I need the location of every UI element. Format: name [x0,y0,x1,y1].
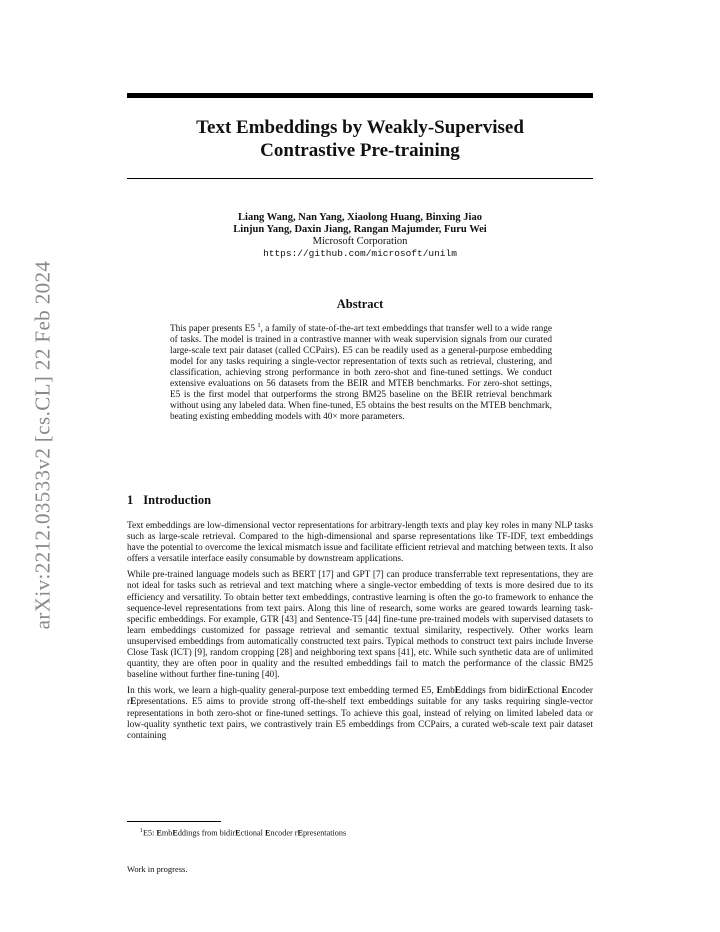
section-heading-introduction [127,493,211,508]
section-title: Introduction [143,493,212,507]
acronym-letter: E [454,686,461,697]
acronym-text: ncoder r [127,686,593,708]
para3-rest: presentations. E5 aims to provide strong off-the-shelf text embeddings suitable for any tasks requiring single-vector representations in both zero-shot or fine-tuned settings. To achieve this goal, instead of relying on limited labeled data or low-quality synthetic text pairs, we contrastively train E5 embeddings from CCPairs, a curated web-scale text pair dataset containing [127,697,593,741]
footnote [140,826,346,839]
code-url: https://github.com/microsoft/unilm [263,248,457,259]
work-in-progress-note: Work in progress. [127,864,188,874]
acronym-letter: E [527,686,534,697]
intro-paragraph-1: Text embeddings are low-dimensional vector representations for arbitrary-length texts and play key roles in many NLP tasks such as large-scale retrieval. Compared to the high-dimensional and sparse representations like TF-IDF, text embeddings have the potential to overcome the lexical mismatch issue and facilitate efficient retrieval and matching between texts. It also offers a versatile interface easily consumable by downstream applications. [127,521,593,565]
affiliation: Microsoft Corporation [312,236,408,247]
abstract-text-rest: , a family of state-of-the-art text embeddings that transfer well to a wide range of tasks. The model is trained in a contrastive manner with weak supervision signals from our curated large-scale text pair dataset (called CCPairs). E5 can be readily used as a general-purpose embedding model for any tasks requiring a single-vector representation of texts such as retrieval, clustering, and classification, achieving strong performance in both zero-shot and fine-tuned settings. We conduct extensive evaluations on 56 datasets from the BEIR and MTEB benchmarks. For zero-shot settings, E5 is the first model that outperforms the strong BM25 baseline on the BEIR retrieval benchmark without using any labeled data. When fine-tuned, E5 obtains the best results on the MTEB benchmark, beating existing embedding models with 40× more parameters. [170,324,552,422]
acronym-letter: E [561,686,568,697]
acronym-text: ncoder r [270,828,298,838]
acronym-text: mb [161,828,173,838]
footnote-number: 1 [140,828,143,834]
acronym-letter: E [130,697,137,708]
abstract-text-start: This paper presents E5 [170,324,258,334]
acronym-text: ddings from bidir [460,686,528,697]
footnote-lead: E5: [143,828,157,838]
footnote-marker: 1 [257,321,261,329]
author-names-line1: Liang Wang, Nan Yang, Xiaolong Huang, Binxing Jiao [238,212,482,223]
arxiv-identifier-text: arXiv:2212.03533v2 [cs.CL] 22 Feb 2024 [30,260,55,630]
acronym-letter: E [156,828,162,838]
acronym-letter: E [172,828,178,838]
paper-title-line2: Contrastive Pre-training [260,140,460,161]
paper-title [127,116,593,162]
acronym-letter: E [436,686,443,697]
acronym-text: ctional [533,686,562,697]
acronym-letter: E [264,828,271,838]
acronym-text: ctional [240,828,265,838]
acronym-text: ddings from bidir [177,828,236,838]
author-block [127,212,593,260]
author-names-line2: Linjun Yang, Daxin Jiang, Rangan Majumder, Furu Wei [233,224,487,235]
acronym-letter: E [235,828,241,838]
section-number: 1 [127,493,134,507]
para3-start: In this work, we learn a high-quality general-purpose text embedding termed E5, [127,686,437,697]
acronym-text: presentations [302,828,347,838]
arxiv-identifier [28,250,58,640]
acronym-text: mb [442,686,455,697]
title-top-rule [127,93,593,98]
introduction-body [127,521,593,747]
abstract-text [170,321,552,423]
intro-paragraph-3 [127,686,593,741]
paper-title-line1: Text Embeddings by Weakly-Supervised [196,117,524,138]
title-bottom-rule [127,178,593,179]
abstract-heading: Abstract [336,297,384,311]
intro-paragraph-2: While pre-trained language models such as BERT [17] and GPT [7] can produce transferrable text representations, they are not ideal for tasks such as retrieval and text matching where a single-vector embedding of texts is more desired due to its efficiency and versatility. To obtain better text embeddings, contrastive learning is often the go-to framework to enhance the sequence-level representations from text pairs. Along this line of research, some works are geared towards learning task-specific embeddings. For example, GTR [43] and Sentence-T5 [44] fine-tune pre-trained models with supervised datasets to learn embeddings customized for passage retrieval and semantic textual similarity, respectively. Other works learn unsupervised embeddings from automatically constructed text pairs. Typical methods to construct text pairs include Inverse Close Task (ICT) [9], random cropping [28] and neighboring text spans [41], etc. While such synthetic data are of unlimited quantity, they are often poor in quality and the resulted embeddings fail to match the performance of the classic BM25 baseline without further fine-tuning [40]. [127,570,593,681]
acronym-letter: E [297,828,303,838]
footnote-rule [127,821,221,822]
